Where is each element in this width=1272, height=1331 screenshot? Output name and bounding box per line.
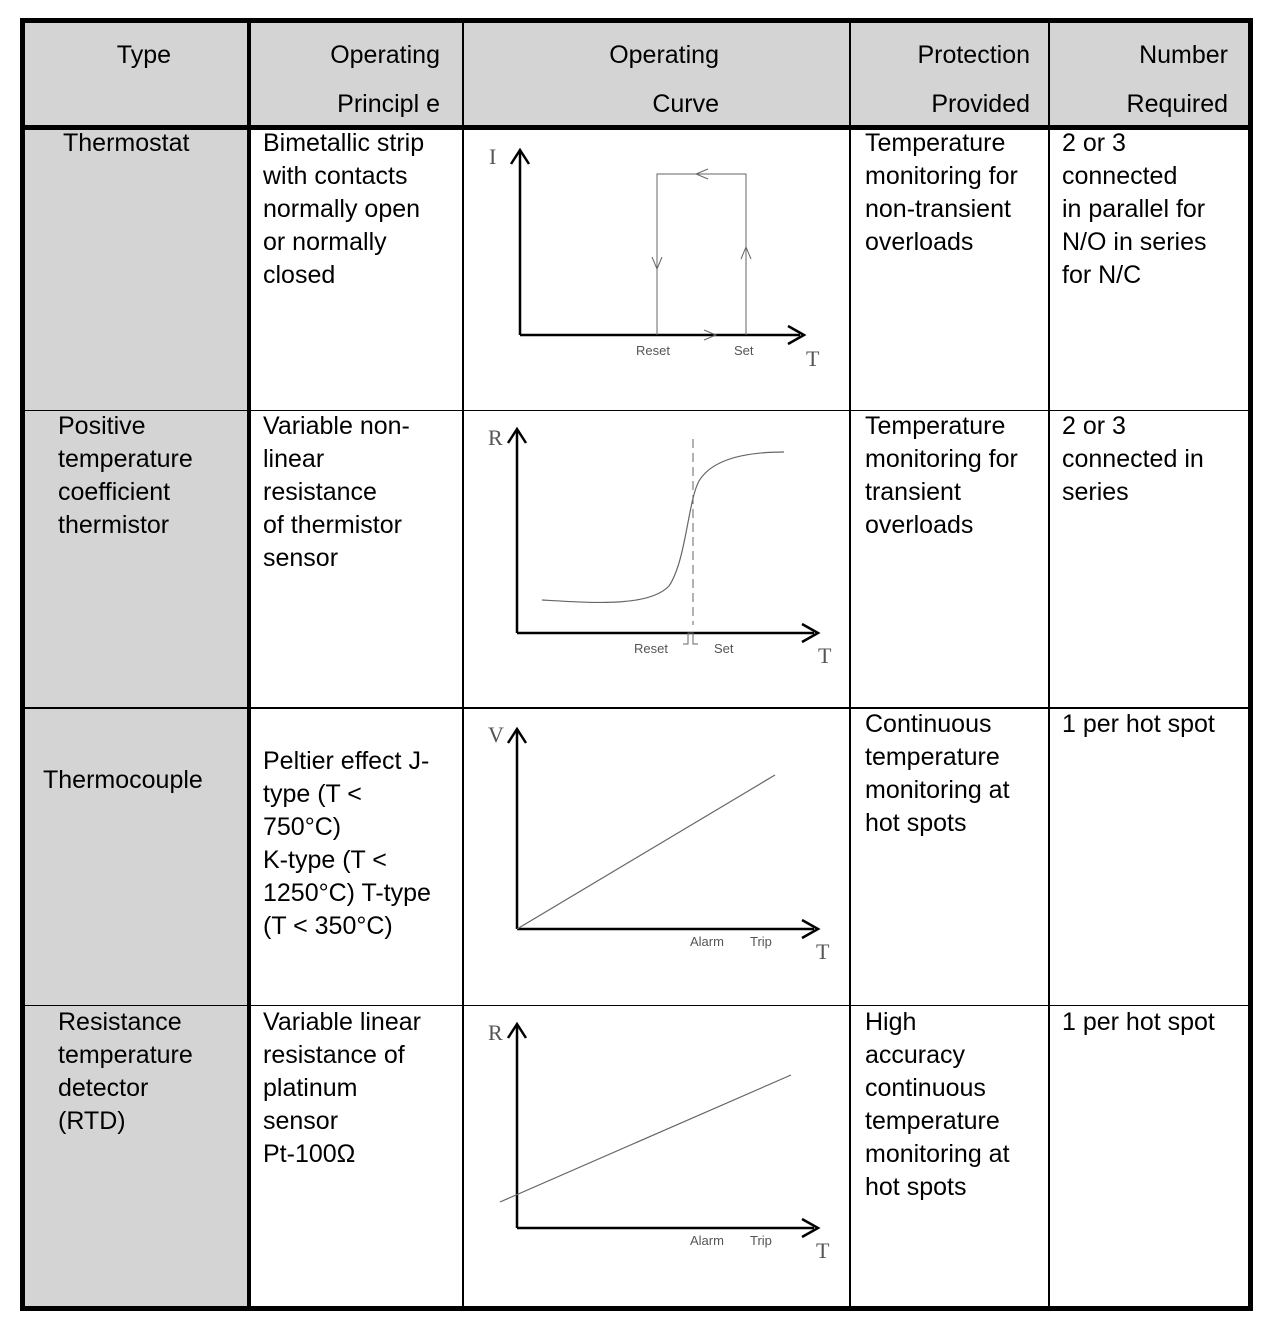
row-4-protection: High accuracy continuous temperature monitoring at hot spots [865, 1008, 1010, 1201]
row-3-number: 1 per hot spot [1062, 710, 1215, 738]
column-divider-type [247, 23, 251, 1306]
column-divider-protection [1048, 23, 1050, 1306]
header-principle: Operating Principl e [330, 41, 440, 118]
row-3-protection: Continuous temperature monitoring at hot spots [865, 710, 1010, 837]
row-1-protection: Temperature monitoring for non-transient overloads [865, 129, 1018, 256]
x-axis-label: T [816, 939, 830, 964]
x-axis-label: T [816, 1238, 830, 1263]
row-2-type: Positive temperature coefficient thermistor [58, 412, 193, 539]
alarm-label: Alarm [690, 934, 724, 949]
set-label: Set [714, 641, 734, 656]
reset-label: Reset [634, 641, 668, 656]
ptc-thermistor-curve [464, 411, 849, 707]
row-4-principle: Variable linear resistance of platinum sensor Pt-100Ω [263, 1008, 421, 1168]
row-1-number: 2 or 3 connected in parallel for N/O in series for N/C [1062, 129, 1207, 289]
alarm-label: Alarm [690, 1233, 724, 1248]
row-2-number: 2 or 3 connected in series [1062, 412, 1204, 506]
header-curve: Operating Curve [609, 41, 719, 118]
row-1-type: Thermostat [63, 129, 190, 157]
row-2-protection: Temperature monitoring for transient overloads [865, 412, 1018, 539]
row-3-type: Thermocouple [43, 766, 203, 794]
row-4-type: Resistance temperature detector (RTD) [58, 1008, 193, 1135]
row-4-number: 1 per hot spot [1062, 1008, 1215, 1036]
row-2-principle: Variable non- linear resistance of thermistor sensor [263, 412, 410, 572]
sensor-comparison-table [20, 18, 1253, 1311]
column-divider-curve [849, 23, 851, 1306]
trip-label: Trip [750, 934, 772, 949]
trip-label: Trip [750, 1233, 772, 1248]
rtd-curve [464, 1006, 849, 1306]
y-axis-label: V [488, 722, 504, 747]
x-axis-label: T [818, 643, 832, 668]
set-label: Set [734, 343, 754, 358]
row-3-principle: Peltier effect J- type (T < 750°C) K-type (T < 1250°C) T-type (T < 350°C) [263, 747, 431, 940]
y-axis-label: R [488, 425, 503, 450]
thermostat-curve [464, 130, 849, 410]
header-type: Type [116, 41, 171, 69]
y-axis-label: I [489, 144, 497, 169]
row-1-principle: Bimetallic strip with contacts normally open or normally closed [263, 129, 425, 289]
thermocouple-curve [464, 709, 849, 1005]
x-axis-label: T [806, 346, 820, 371]
header-number: Number Required [1126, 41, 1228, 118]
y-axis-label: R [488, 1020, 503, 1045]
header-protection: Protection Provided [917, 41, 1030, 118]
reset-label: Reset [636, 343, 670, 358]
